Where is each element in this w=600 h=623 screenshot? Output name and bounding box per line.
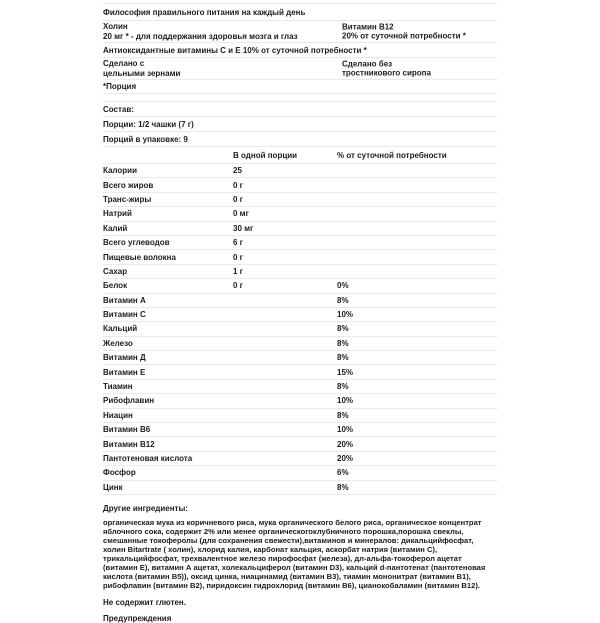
highlight-row-made-with	[103, 58, 497, 80]
nutrition-table-header	[103, 147, 497, 164]
table-row	[103, 207, 497, 221]
table-row	[103, 351, 497, 365]
highlight-row-choline-b12	[103, 21, 497, 43]
nutrient-label: Витамин В12	[103, 439, 155, 449]
nutrient-label: Сахар	[103, 266, 128, 276]
nutrient-amount: 0 г	[233, 252, 244, 262]
nutrient-label: Ниацин	[103, 410, 133, 420]
table-row	[103, 380, 497, 394]
column-header-dv: % от суточной потребности	[337, 150, 447, 160]
table-row	[103, 423, 497, 437]
made-with-line1: Сделано с	[103, 59, 145, 68]
table-row	[103, 294, 497, 308]
nutrient-dv: 8%	[337, 410, 349, 420]
nutrient-label: Витамин А	[103, 295, 146, 305]
servings-per-container-row	[103, 132, 497, 147]
nutrient-amount: 1 г	[233, 266, 244, 276]
table-row	[103, 178, 497, 192]
nutrient-dv: 8%	[337, 382, 349, 392]
philosophy-tagline: Философия правильного питания на каждый день	[103, 7, 306, 17]
table-row	[103, 322, 497, 336]
composition-section-label: Состав:	[103, 104, 134, 114]
nutrient-dv: 8%	[337, 353, 349, 363]
made-with-whole-grains	[103, 59, 497, 78]
nutrient-dv: 6%	[337, 468, 349, 478]
highlight-b12-name: Витамин B12	[342, 22, 394, 31]
nutrient-dv: 8%	[337, 324, 349, 334]
made-without-line1: Сделано без	[342, 59, 393, 68]
gluten-free-note: Не содержит глютен.	[103, 597, 186, 607]
nutrient-amount: 0 г	[233, 281, 244, 291]
highlight-b12	[342, 22, 466, 41]
table-row	[103, 222, 497, 236]
nutrient-amount: 25	[233, 166, 242, 176]
nutrient-dv: 8%	[337, 295, 349, 305]
table-row	[103, 409, 497, 423]
nutrient-label: Витамин С	[103, 310, 146, 320]
highlight-choline-desc: 20 мг * - для поддержания здоровья мозга и глаз	[103, 31, 298, 41]
made-without-cane-syrup	[342, 59, 431, 78]
table-row	[103, 308, 497, 322]
nutrient-amount: 6 г	[233, 238, 244, 248]
highlight-choline-name: Холин	[103, 22, 128, 31]
nutrient-label: Рибофлавин	[103, 396, 155, 406]
nutrient-label: Витамин В6	[103, 425, 151, 435]
nutrient-label: Витамин Д	[103, 353, 146, 363]
nutrient-label: Белок	[103, 281, 128, 291]
nutrient-dv: 0%	[337, 281, 349, 291]
nutrient-amount: 30 мг	[233, 223, 254, 233]
table-row	[103, 265, 497, 279]
made-without-line2: тростникового сиропа	[342, 68, 431, 78]
nutrient-dv: 10%	[337, 425, 354, 435]
table-row	[103, 236, 497, 250]
nutrient-label: Фосфор	[103, 468, 136, 478]
serving-note-row	[103, 80, 497, 94]
nutrient-label: Пищевые волокна	[103, 252, 176, 262]
other-ingredients-heading: Другие ингредиенты:	[103, 503, 188, 513]
nutrient-label: Всего жиров	[103, 180, 154, 190]
composition-section-row	[103, 102, 497, 117]
warnings-heading: Предупреждения	[103, 613, 172, 623]
nutrient-dv: 20%	[337, 454, 354, 463]
product-info-document	[103, 3, 497, 623]
nutrient-dv: 10%	[337, 396, 354, 406]
highlight-antioxidant-text: Антиоксидантные витамины С и Е 10% от суточной потребности *	[103, 45, 367, 55]
serving-note-text: *Порция	[103, 82, 137, 91]
nutrient-dv: 10%	[337, 310, 354, 320]
nutrient-label: Калий	[103, 223, 128, 233]
table-row	[103, 337, 497, 351]
nutrient-dv: 8%	[337, 338, 349, 348]
table-row	[103, 250, 497, 264]
table-row	[103, 481, 497, 495]
nutrient-label: Железо	[103, 338, 133, 348]
serving-size-text: Порции: 1/2 чашки (7 г)	[103, 119, 194, 129]
nutrient-amount: 0 мг	[233, 209, 249, 219]
highlight-antioxidant-row	[103, 43, 497, 58]
nutrient-label: Цинк	[103, 482, 123, 492]
nutrient-label: Калории	[103, 166, 138, 176]
table-row	[103, 193, 497, 207]
table-row	[103, 452, 497, 466]
table-row	[103, 164, 497, 178]
nutrient-label: Всего углеводов	[103, 238, 170, 248]
spacer-row	[103, 94, 497, 102]
serving-size-row	[103, 117, 497, 132]
nutrient-dv: 8%	[337, 482, 349, 492]
nutrient-label: Натрий	[103, 209, 132, 219]
nutrient-dv: 20%	[337, 439, 354, 449]
table-row	[103, 437, 497, 451]
nutrient-label: Кальций	[103, 324, 138, 334]
nutrient-dv: 15%	[337, 367, 354, 377]
nutrient-amount: 0 г	[233, 180, 244, 190]
nutrient-label: Пантотеновая кислота	[103, 454, 193, 463]
philosophy-tagline-row	[103, 3, 497, 21]
table-row	[103, 279, 497, 293]
column-header-amount: В одной порции	[233, 150, 298, 160]
table-row	[103, 394, 497, 408]
servings-per-container-text: Порций в упаковке: 9	[103, 134, 188, 144]
nutrient-amount: 0 г	[233, 194, 244, 204]
table-row	[103, 466, 497, 480]
nutrient-label: Транс-жиры	[103, 194, 152, 204]
made-with-line2: цельными зернами	[103, 68, 181, 78]
other-ingredients-text: органическая мука из коричневого риса, мука органического белого риса, органическое концентрат яблочного сока, содержит 2% или менее органическогоклубничного порошка,порошка свеклы, смешанные токоферолы (для сохранения свежести),витаминов и минералов: дикальцийфосфат, холин Bitartrate ( холин), хлорид калия, карбонат кальция, аскорбат натрия (витамин С), трикальцийфосфат, трехвалентное железо пирофосфат (железа), дл-альфа-токоферол ацетат (витамин Е), витамин А ацетат, холекальциферол (витамин D3), кальций d-пантотенат (пантотеновая кислота (витамин В5)), оксид цинка, ниацинамид (витамин В3), тиамин мононитрат (витамин В1), рибофлавин (витамин В2), пиридоксин гидрохлорид (витамин В6), цианокобаламин (витамин В12).	[103, 517, 486, 590]
nutrient-label: Витамин Е	[103, 367, 146, 377]
nutrient-label: Тиамин	[103, 382, 133, 392]
highlight-b12-desc: 20% от суточной потребности *	[342, 31, 466, 41]
table-row	[103, 365, 497, 379]
